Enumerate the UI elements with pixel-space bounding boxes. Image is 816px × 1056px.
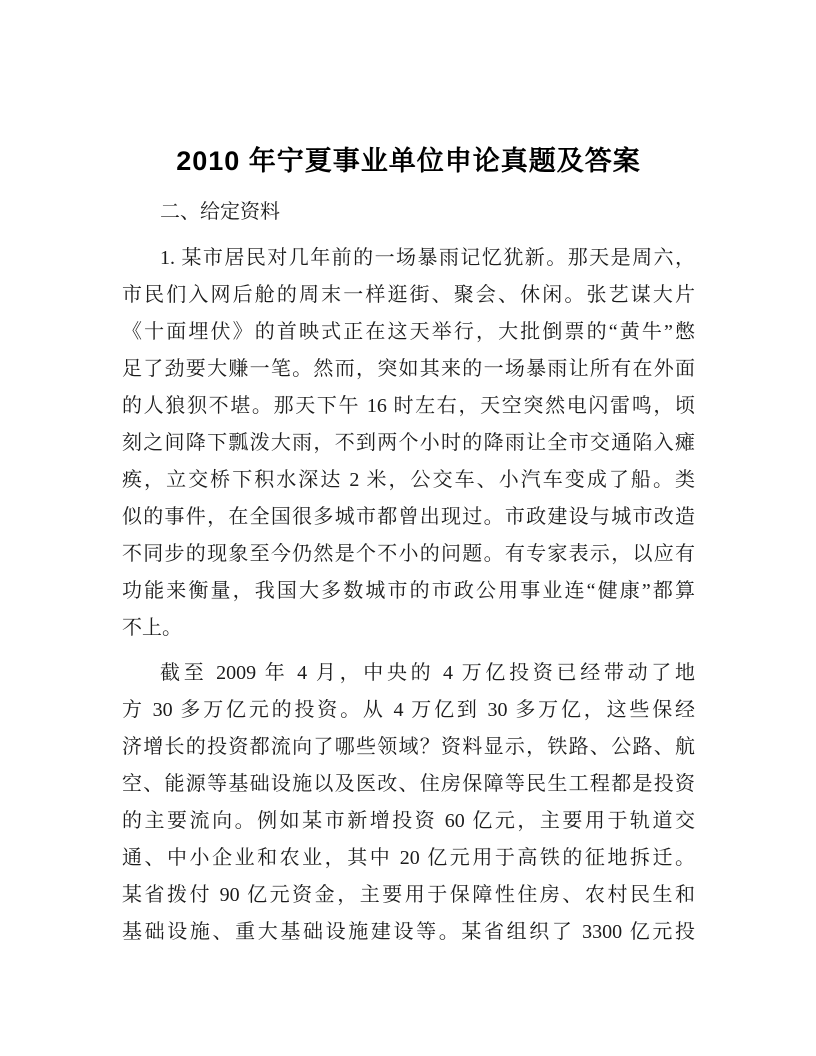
paragraph <box>122 240 695 647</box>
text-line: 足了劲要大赚一笔。然而，突如其来的一场暴雨让所有在外面 <box>122 358 695 380</box>
text-line: 《十面埋伏》的首映式正在这天举行，大批倒票的“黄牛”憋 <box>122 321 695 343</box>
text-line: 济增长的投资都流向了哪些领域？资料显示，铁路、公路、航 <box>122 736 695 758</box>
text-line: 不同步的现象至今仍然是个不小的问题。有专家表示，以应有 <box>122 543 695 565</box>
text-line: 方 30 多万亿元的投资。从 4 万亿到 30 多万亿，这些保经 <box>122 699 695 721</box>
text-line: 1. 某市居民对几年前的一场暴雨记忆犹新。那天是周六， <box>160 247 695 269</box>
text-line: 某省拨付 90 亿元资金，主要用于保障性住房、农村民生和 <box>122 884 695 906</box>
text-line: 痪，立交桥下积水深达 2 米，公交车、小汽车变成了船。类 <box>122 469 695 491</box>
text-line: 不上。 <box>122 617 182 639</box>
document-title: 2010 年宁夏事业单位申论真题及答案 <box>176 146 641 176</box>
section-heading: 二、给定资料 <box>160 201 280 223</box>
text-line: 的人狼狈不堪。那天下午 16 时左右，天空突然电闪雷鸣，顷 <box>122 395 695 417</box>
text-line: 截至 2009 年 4 月，中央的 4 万亿投资已经带动了地 <box>160 662 695 684</box>
text-line: 似的事件，在全国很多城市都曾出现过。市政建设与城市改造 <box>122 506 695 528</box>
text-line: 功能来衡量，我国大多数城市的市政公用事业连“健康”都算 <box>122 580 695 602</box>
text-line: 通、中小企业和农业，其中 20 亿元用于高铁的征地拆迁。 <box>122 847 695 869</box>
text-line: 市民们入网后舱的周末一样逛街、聚会、休闲。张艺谋大片 <box>122 284 695 306</box>
text-line: 基础设施、重大基础设施建设等。某省组织了 3300 亿元投 <box>122 921 695 943</box>
text-line: 空、能源等基础设施以及医改、住房保障等民生工程都是投资 <box>122 773 695 795</box>
text-line: 的主要流向。例如某市新增投资 60 亿元，主要用于轨道交 <box>122 810 695 832</box>
text-line: 刻之间降下瓢泼大雨，不到两个小时的降雨让全市交通陷入瘫 <box>122 432 695 454</box>
paragraphs-container <box>122 240 695 951</box>
paragraph <box>122 655 695 951</box>
